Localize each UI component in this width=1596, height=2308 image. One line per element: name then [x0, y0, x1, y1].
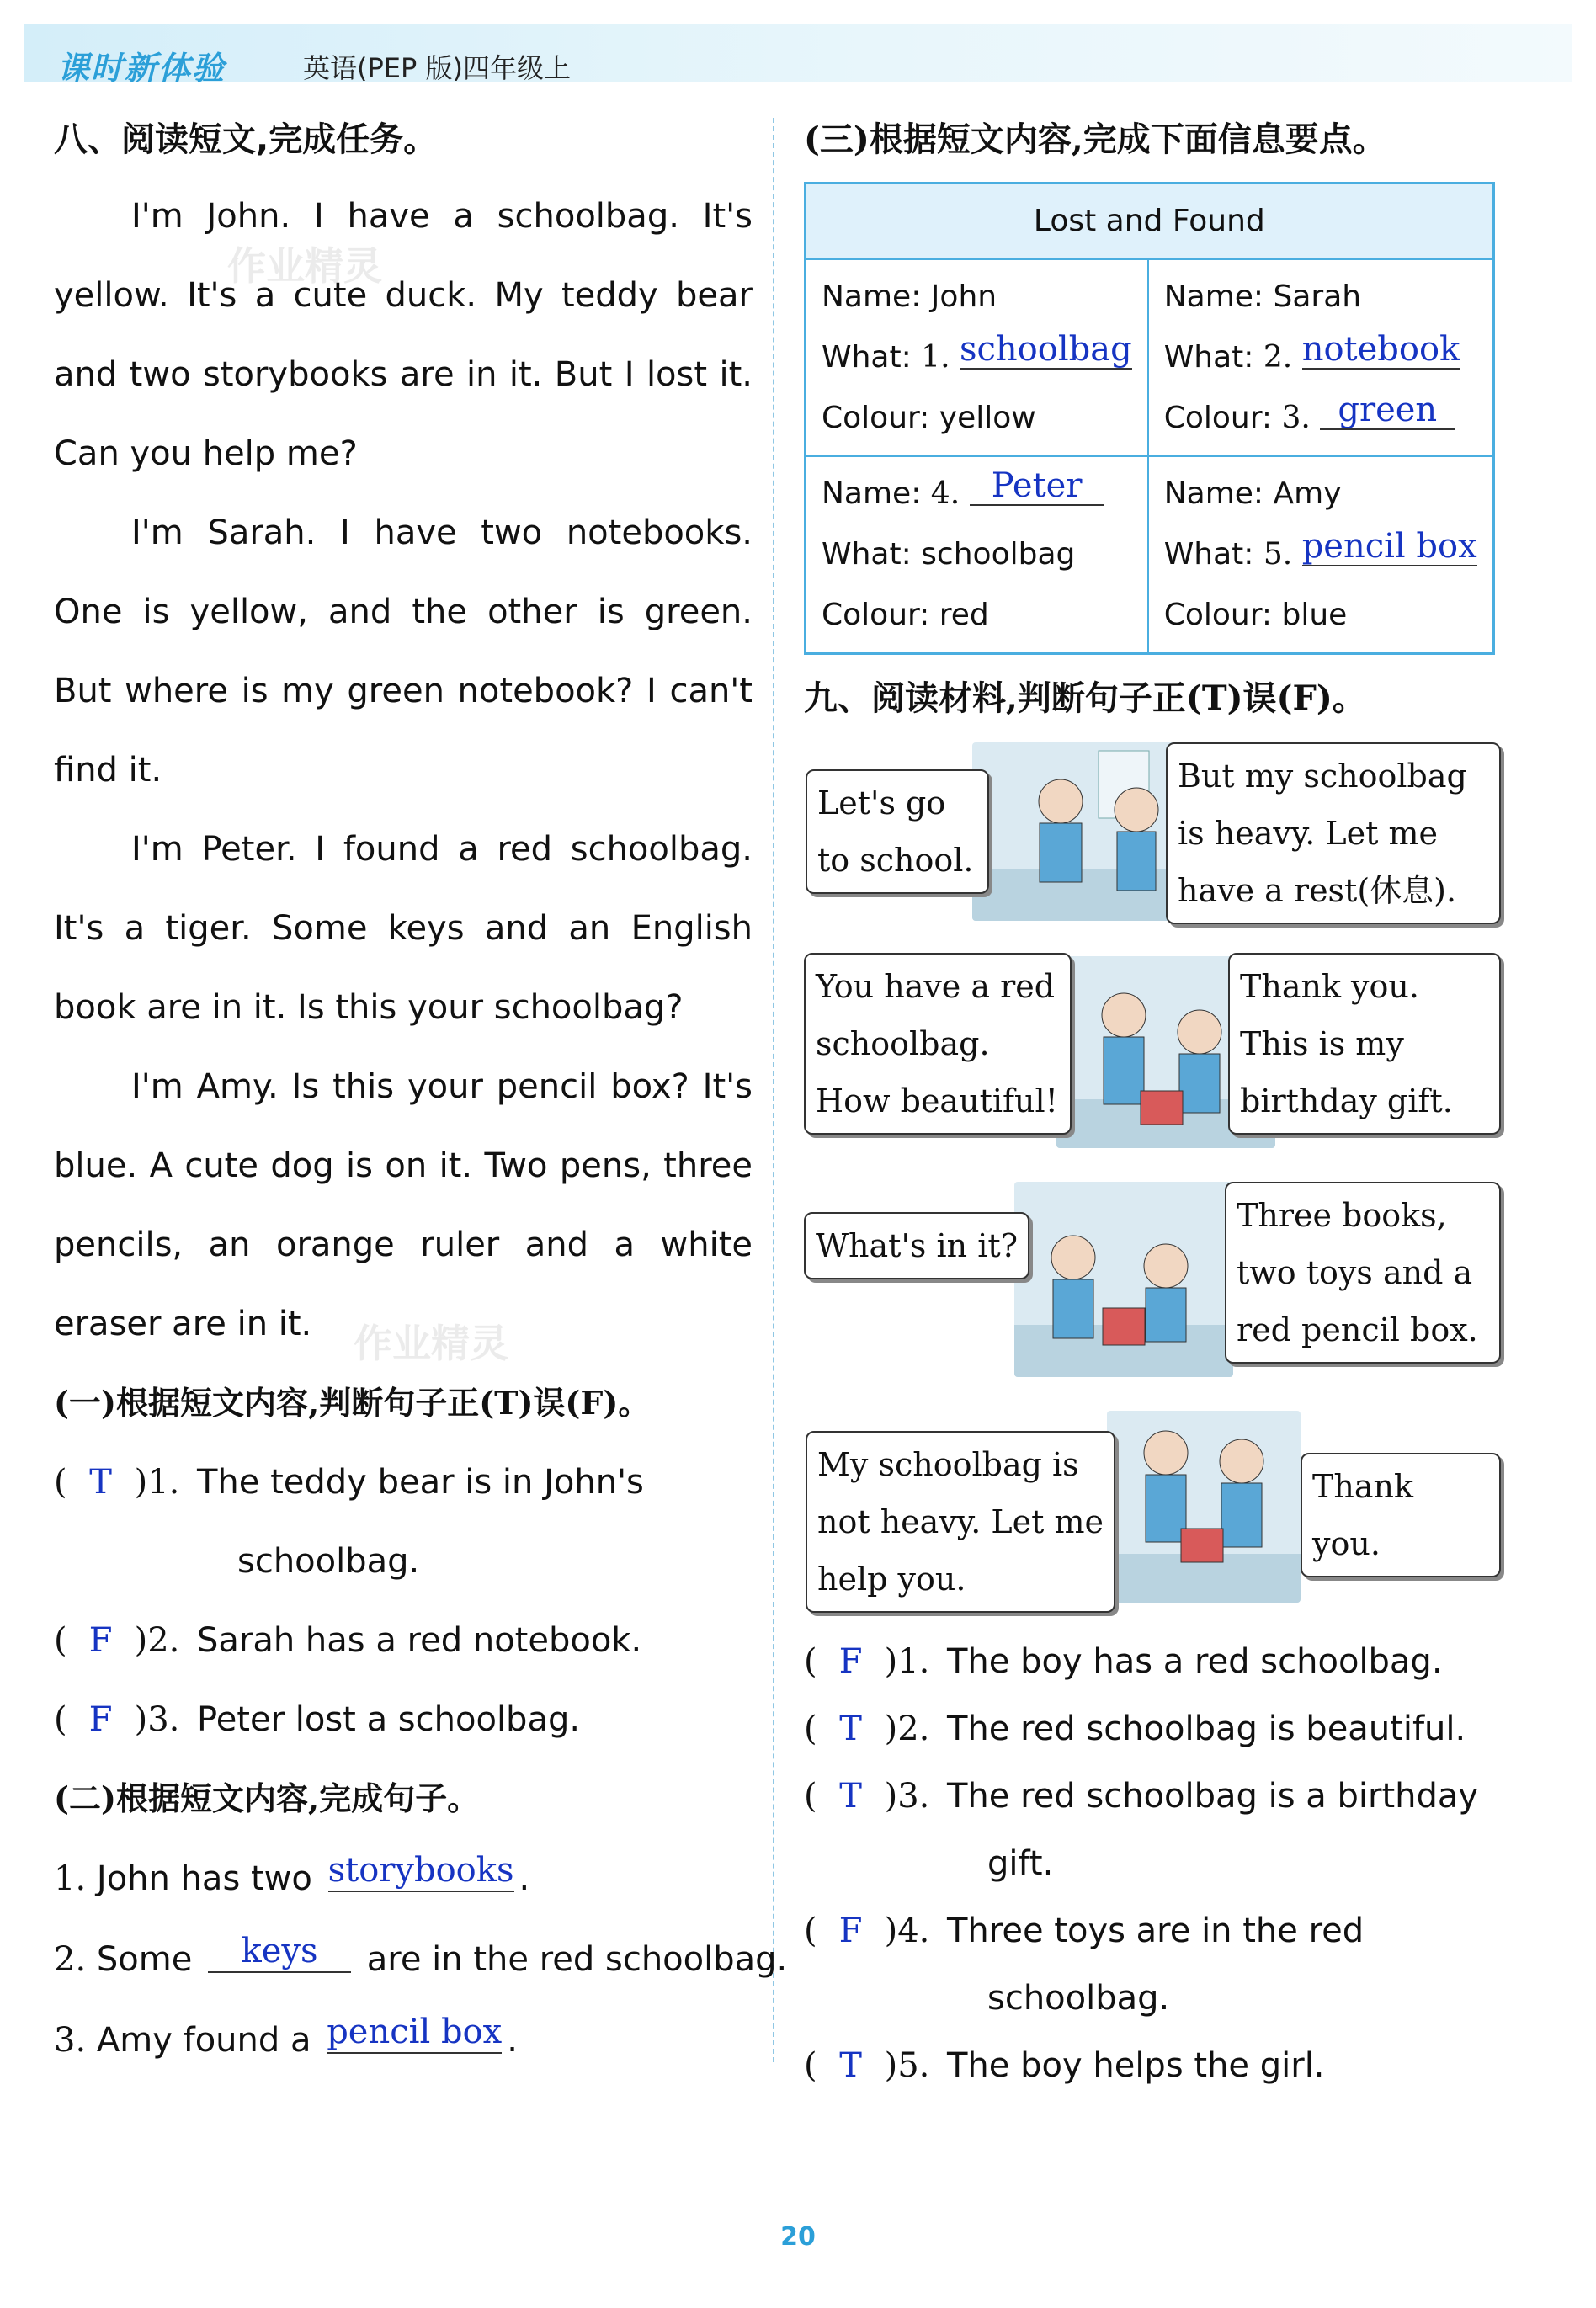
sentence-start: John has two [96, 1859, 312, 1898]
answer-paren: ( T )2. [804, 1695, 947, 1763]
answer-mark[interactable]: T [839, 1710, 862, 1748]
answer-mark[interactable]: T [839, 1777, 862, 1816]
fill-in-row [54, 1838, 753, 1919]
page-number: 20 [780, 2222, 816, 2252]
item-number: 1. [54, 1859, 87, 1898]
answer-paren: ( T )3. [804, 1763, 947, 1830]
question-text: Sarah has a red notebook. [197, 1621, 642, 1660]
answer-blank[interactable]: pencil box [1301, 527, 1477, 566]
fill-in-row [54, 1919, 788, 2000]
name-label: Name: [1163, 279, 1264, 314]
illustration-boy-helps-girl [1107, 1411, 1301, 1603]
answer-blank[interactable]: keys [208, 1931, 351, 1973]
name-value: John [930, 279, 998, 314]
question-row [804, 1695, 1503, 1763]
table-cell-sarah [1148, 259, 1493, 456]
speech-bubble: What's in it? [804, 1212, 1029, 1279]
watermark: 作业精灵 [227, 243, 382, 289]
fill-in-row [54, 2000, 753, 2081]
table-cell-john [806, 259, 1148, 456]
question-row [54, 1601, 753, 1680]
question-text-continued: schoolbag. [987, 1979, 1170, 2018]
question-text: The red schoolbag is a birthday [947, 1777, 1479, 1816]
speech-bubble: Thank you. [1301, 1453, 1501, 1577]
question-row [54, 1443, 753, 1522]
answer-blank[interactable]: green [1320, 391, 1455, 430]
what-label: What: [822, 537, 912, 572]
what-value: schoolbag [921, 537, 1076, 572]
answer-paren: ( F )1. [804, 1628, 947, 1695]
question-text: The red schoolbag is beautiful. [947, 1710, 1466, 1748]
left-column [54, 114, 788, 2081]
answer-blank[interactable]: schoolbag [959, 330, 1132, 369]
question-text: Peter lost a schoolbag. [197, 1700, 581, 1739]
speech-bubble: Let's go to school. [806, 769, 989, 894]
answer-paren: ( T )5. [804, 2032, 947, 2099]
question-row [804, 2032, 1503, 2099]
answer-mark[interactable]: T [839, 2046, 862, 2085]
answer-paren: ( F )3. [54, 1680, 197, 1759]
speech-bubble: But my schoolbag is heavy. Let me have a rest(休息). [1166, 742, 1501, 924]
answer-paren: ( T )1. [54, 1443, 197, 1522]
colour-label: Colour: [822, 401, 930, 435]
comic-strip [804, 736, 1503, 1613]
table-cell-peter [806, 456, 1148, 654]
answer-blank[interactable]: Peter [970, 467, 1104, 506]
series-logo: 课时新体验 [57, 50, 226, 87]
answer-paren: ( F )2. [54, 1601, 197, 1680]
question-text: The teddy bear is in John's [197, 1463, 644, 1502]
answer-mark[interactable]: F [838, 1642, 863, 1681]
question-text: The boy has a red schoolbag. [947, 1642, 1443, 1681]
answer-mark[interactable]: F [88, 1700, 113, 1739]
answer-paren: ( F )4. [804, 1897, 947, 1965]
sentence-end: . [507, 2021, 518, 2060]
question-row [54, 1680, 753, 1759]
item-number: 3. [54, 2021, 87, 2060]
question-row [804, 1763, 1503, 1830]
name-label: Name: [822, 279, 922, 314]
question-text: Three toys are in the red [947, 1912, 1365, 1950]
name-value: Amy [1273, 476, 1342, 511]
question-text-continued: schoolbag. [237, 1542, 420, 1581]
sentence-start: Some [96, 1940, 193, 1979]
section-8-title: 八、阅读短文,完成任务。 [54, 120, 438, 159]
question-row [804, 1628, 1503, 1695]
answer-blank[interactable]: pencil box [327, 2012, 502, 2054]
sentence-end: . [519, 1859, 530, 1898]
colour-value: yellow [939, 401, 1036, 435]
comic-panel [804, 1182, 1494, 1384]
colour-label: Colour: [1163, 401, 1273, 435]
question-text-continued: gift. [987, 1844, 1054, 1883]
table-title: Lost and Found [806, 183, 1494, 260]
column-divider [773, 118, 774, 2062]
part-3-title: (三)根据短文内容,完成下面信息要点。 [804, 120, 1386, 159]
blank-number: 5. [1263, 537, 1293, 572]
part-1-title: (一)根据短文内容,判断句子正(T)误(F)。 [54, 1384, 651, 1422]
sentence-start: Amy found a [96, 2021, 311, 2060]
paragraph-john: I'm John. I have a schoolbag. It's yellow. It's a cute duck. My teddy bear and two storybooks are in it. But I lost it. Can you help me? [54, 197, 753, 473]
answer-blank[interactable]: storybooks [328, 1850, 514, 1892]
colour-label: Colour: [1163, 598, 1273, 632]
header-band [24, 24, 1572, 82]
name-value: Sarah [1273, 279, 1362, 314]
right-column [804, 114, 1503, 2099]
section-9-title: 九、阅读材料,判断句子正(T)误(F)。 [804, 678, 1366, 718]
colour-value: blue [1281, 598, 1348, 632]
name-label: Name: [822, 476, 922, 511]
what-label: What: [822, 340, 912, 375]
item-number: 2. [54, 1940, 87, 1979]
question-row [804, 1897, 1503, 1965]
what-label: What: [1163, 537, 1254, 572]
blank-number: 3. [1281, 401, 1311, 435]
sentence-end: are in the red schoolbag. [366, 1940, 788, 1979]
part-2-questions [54, 1838, 788, 2081]
name-label: Name: [1163, 476, 1264, 511]
watermark: 作业精灵 [354, 1321, 508, 1366]
illustration-open-schoolbag [1014, 1182, 1233, 1377]
answer-mark[interactable]: F [88, 1621, 113, 1660]
speech-bubble: My schoolbag is not heavy. Let me help you. [806, 1431, 1115, 1613]
comic-panel [804, 1411, 1494, 1613]
question-text: The boy helps the girl. [947, 2046, 1325, 2085]
part-2-title: (二)根据短文内容,完成句子。 [54, 1779, 480, 1817]
what-label: What: [1163, 340, 1254, 375]
table-cell-amy [1148, 456, 1493, 654]
comic-panel [804, 736, 1494, 929]
speech-bubble: Thank you. This is my birthday gift. [1228, 953, 1501, 1135]
speech-bubble: You have a red schoolbag. How beautiful! [804, 953, 1072, 1135]
colour-label: Colour: [822, 598, 930, 632]
colour-value: red [939, 598, 989, 632]
paragraph-sarah: I'm Sarah. I have two notebooks. One is yellow, and the other is green. But where is my green notebook? I can't find it. [54, 513, 753, 790]
answer-blank[interactable]: notebook [1301, 330, 1460, 369]
blank-number: 1. [921, 340, 950, 375]
answer-mark[interactable]: F [838, 1912, 863, 1950]
part-1-questions [54, 1443, 753, 1759]
blank-number: 4. [930, 476, 960, 511]
answer-mark[interactable]: T [89, 1463, 112, 1502]
lost-and-found-table [804, 182, 1495, 655]
paragraph-peter: I'm Peter. I found a red schoolbag. It's a tiger. Some keys and an English book are in it. Is this your schoolbag? [54, 830, 753, 1027]
subject-label: 英语(PEP 版)四年级上 [303, 52, 571, 84]
reading-passage [54, 177, 753, 1364]
section-9-questions [804, 1628, 1503, 2099]
speech-bubble: Three books, two toys and a red pencil box. [1225, 1182, 1501, 1364]
comic-panel [804, 949, 1494, 1151]
blank-number: 2. [1263, 340, 1293, 375]
paragraph-amy: I'm Amy. Is this your pencil box? It's blue. A cute dog is on it. Two pens, three pencils, an orange ruler and a white eraser are in it. [54, 1067, 753, 1343]
